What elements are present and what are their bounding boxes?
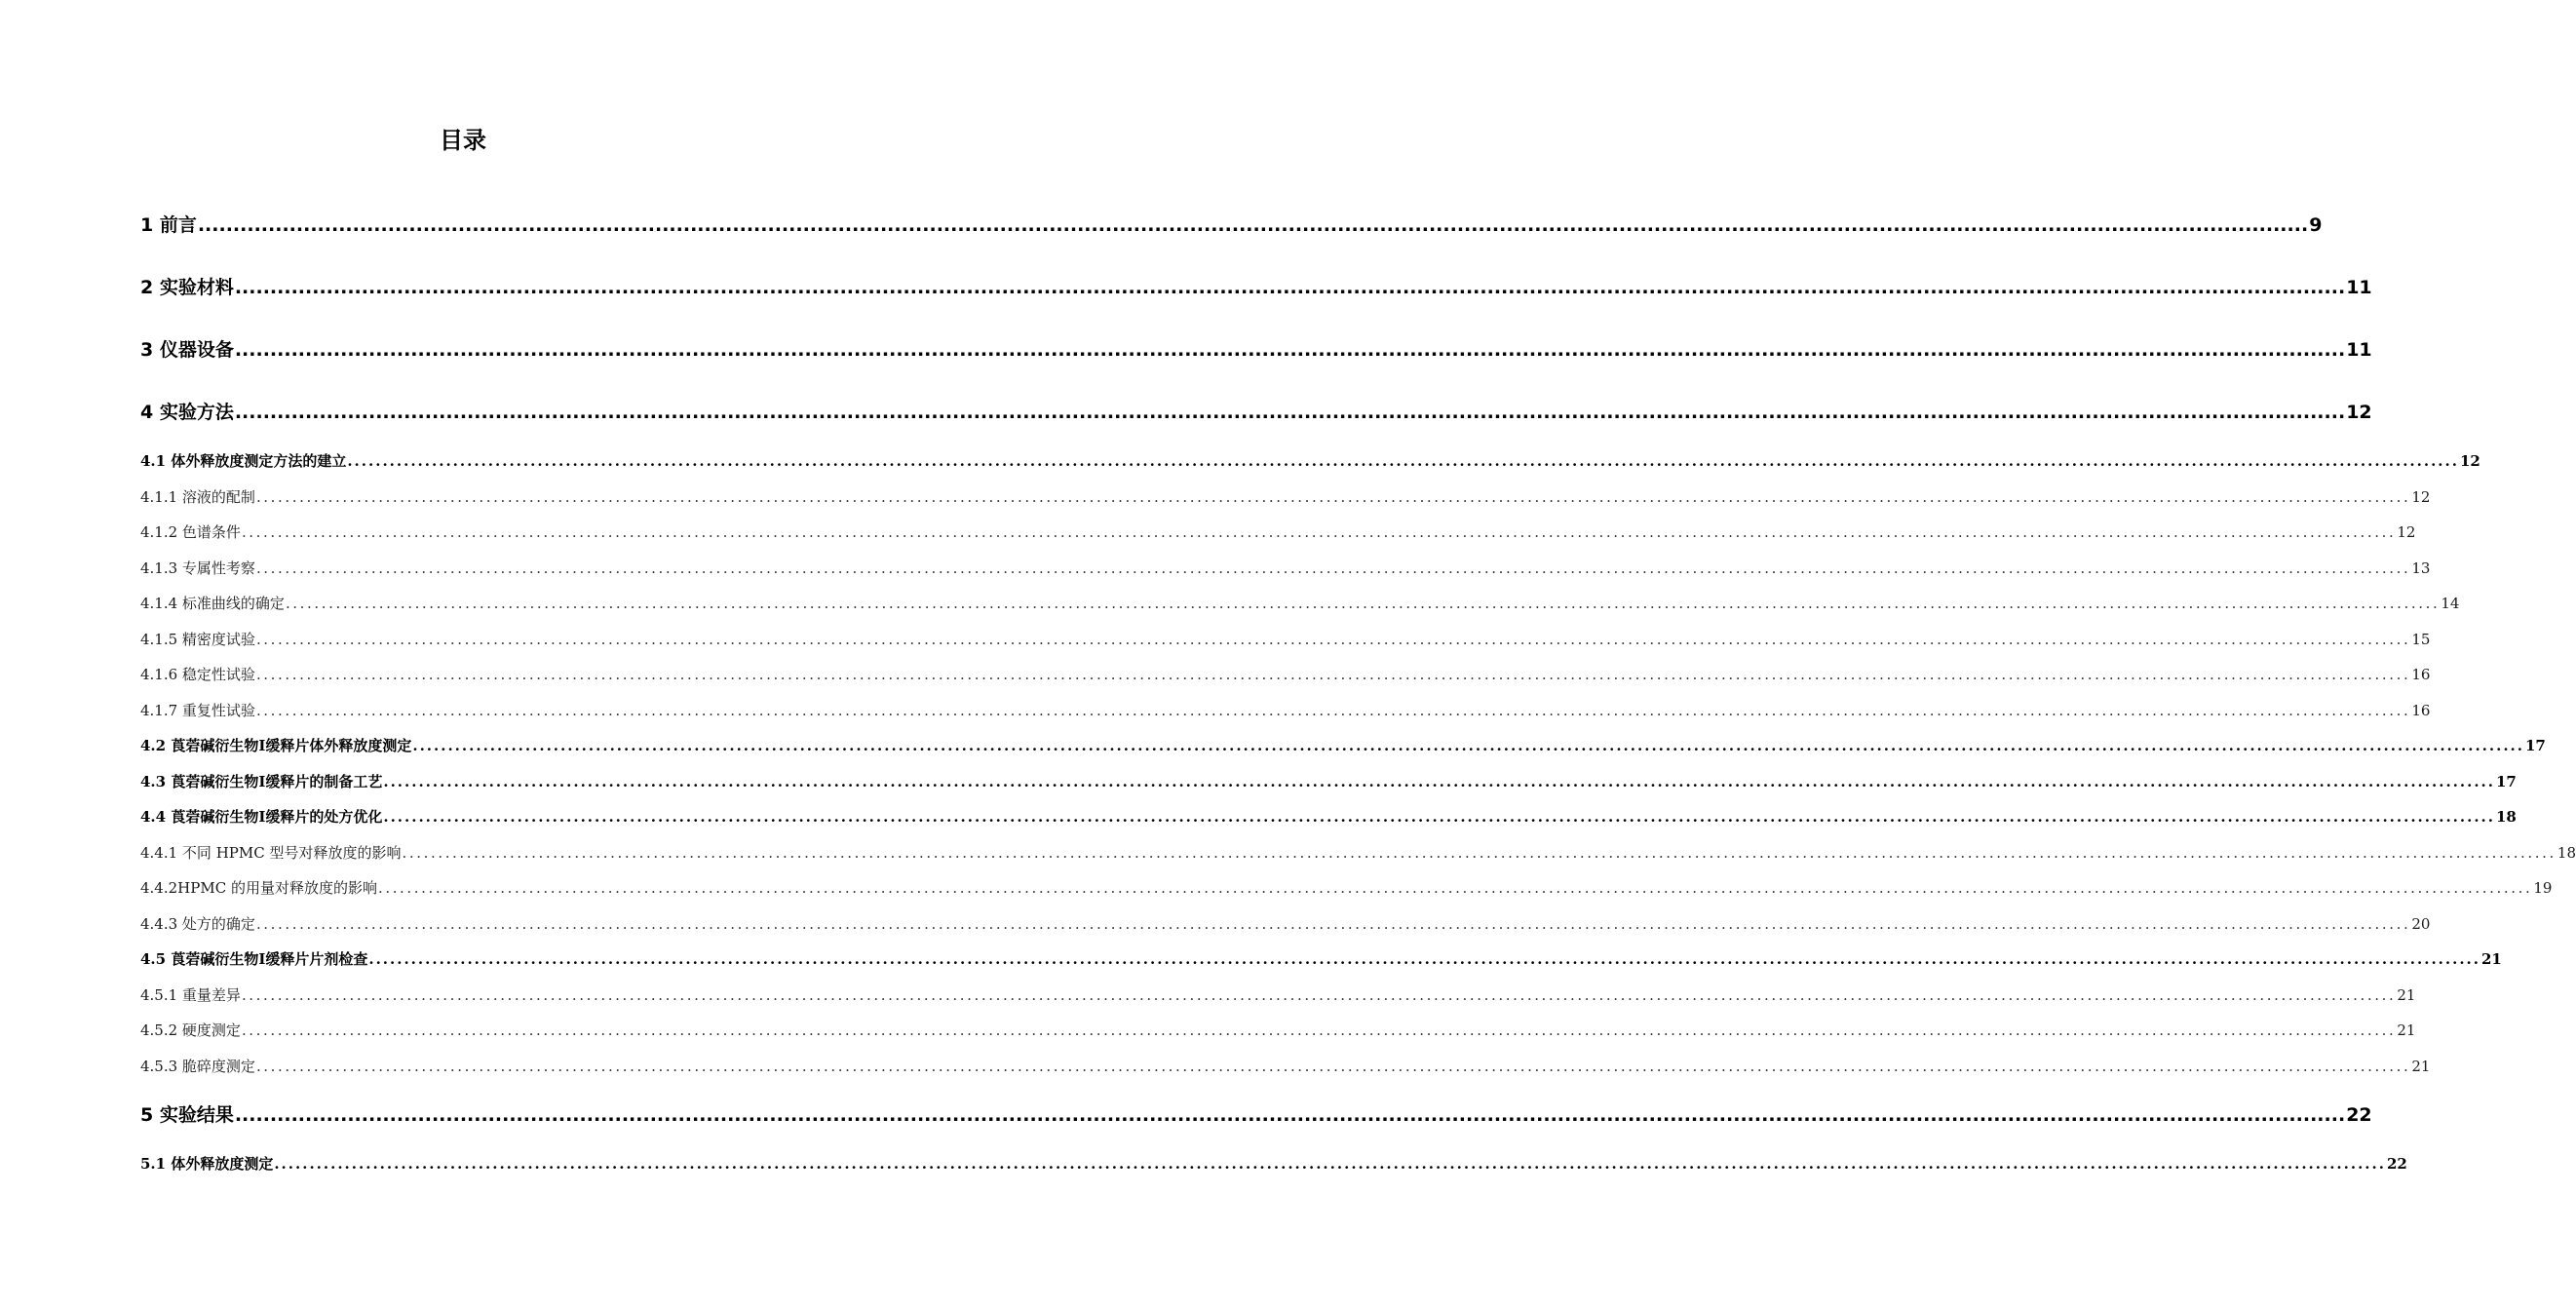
toc-entry-label: 4.4 莨菪碱衍生物Ⅰ缓释片的处方优化 <box>140 808 383 826</box>
toc-entry-page-number: 20 <box>2411 915 2431 933</box>
toc-entry[interactable] <box>140 1020 2416 1040</box>
toc-entry-page-number: 17 <box>2496 773 2517 790</box>
toc-dot-leader: ............................................................................................................................................................................................................................................................................................................ <box>255 915 2411 933</box>
toc-entry-page-number: 18 <box>2557 844 2576 862</box>
toc-entry-label: 4.4.2HPMC 的用量对释放度的影响 <box>140 879 377 897</box>
toc-entry-label: 5.1 体外释放度测定 <box>140 1155 274 1173</box>
toc-entry-label: 2 实验材料 <box>140 277 234 298</box>
toc-entry-label: 4.5 莨菪碱衍生物Ⅰ缓释片片剂检查 <box>140 950 368 968</box>
toc-entry-label: 4.1.5 精密度试验 <box>140 631 255 648</box>
toc-entry[interactable] <box>140 913 2431 934</box>
toc-entry-page-number: 15 <box>2411 631 2431 648</box>
toc-dot-leader: ............................................................................................................................................................................................................................................................................................................ <box>383 808 2495 826</box>
toc-entry-page-number: 21 <box>2411 1058 2431 1075</box>
toc-entry-page-number: 11 <box>2346 339 2372 361</box>
toc-title: 目录 <box>440 127 486 154</box>
toc-entry[interactable] <box>140 521 2416 542</box>
toc-entry[interactable] <box>140 273 2372 299</box>
toc-entry-page-number: 22 <box>2386 1155 2407 1173</box>
toc-dot-leader: ............................................................................................................................................................................................................................................................................................................ <box>234 277 2346 298</box>
toc-entry[interactable] <box>140 486 2431 507</box>
toc-entry[interactable] <box>140 771 2517 791</box>
toc-entry[interactable] <box>140 558 2431 578</box>
toc-entry-label: 3 仪器设备 <box>140 339 234 361</box>
toc-entry-page-number: 12 <box>2459 452 2480 470</box>
toc-dot-leader: ............................................................................................................................................................................................................................................................................................................ <box>255 702 2411 719</box>
toc-dot-leader: ............................................................................................................................................................................................................................................................................................................ <box>241 986 2397 1004</box>
toc-dot-leader: ............................................................................................................................................................................................................................................................................................................ <box>255 631 2411 648</box>
toc-entry[interactable] <box>140 984 2416 1005</box>
toc-dot-leader: ............................................................................................................................................................................................................................................................................................................ <box>255 559 2411 577</box>
toc-entry-label: 4.5.2 硬度测定 <box>140 1021 241 1039</box>
toc-entry-page-number: 12 <box>2397 523 2416 541</box>
toc-entry[interactable] <box>140 877 2553 898</box>
toc-entry-label: 4.1.3 专属性考察 <box>140 559 255 577</box>
toc-entry-page-number: 22 <box>2346 1104 2372 1126</box>
toc-entry-label: 4.1.1 溶液的配制 <box>140 488 255 506</box>
toc-entry-label: 4.1.4 标准曲线的确定 <box>140 595 285 612</box>
toc-entry-page-number: 18 <box>2496 808 2517 826</box>
toc-entry-label: 4.2 莨菪碱衍生物Ⅰ缓释片体外释放度测定 <box>140 737 412 754</box>
toc-entry-label: 5 实验结果 <box>140 1104 234 1126</box>
toc-dot-leader: ............................................................................................................................................................................................................................................................................................................ <box>274 1155 2386 1173</box>
toc-dot-leader: ............................................................................................................................................................................................................................................................................................................ <box>255 488 2411 506</box>
toc-entry[interactable] <box>140 211 2323 237</box>
toc-entry-label: 4.5.3 脆碎度测定 <box>140 1058 255 1075</box>
toc-entry-page-number: 12 <box>2346 402 2372 423</box>
toc-entry-label: 4 实验方法 <box>140 402 234 423</box>
toc-entry-label: 4.4.3 处方的确定 <box>140 915 255 933</box>
toc-entry[interactable] <box>140 335 2372 362</box>
toc-entry-page-number: 21 <box>2481 950 2502 968</box>
toc-dot-leader: ............................................................................................................................................................................................................................................................................................................ <box>412 737 2524 754</box>
toc-entry[interactable] <box>140 629 2431 649</box>
toc-dot-leader: ............................................................................................................................................................................................................................................................................................................ <box>197 214 2309 236</box>
toc-dot-leader: ............................................................................................................................................................................................................................................................................................................ <box>234 1104 2346 1126</box>
toc-entry-label: 4.4.1 不同 HPMC 型号对释放度的影响 <box>140 844 402 862</box>
toc-entry[interactable] <box>140 1153 2407 1174</box>
toc-dot-leader: ............................................................................................................................................................................................................................................................................................................ <box>234 339 2346 361</box>
toc-entry-label: 4.1 体外释放度测定方法的建立 <box>140 452 347 470</box>
toc-entry-label: 4.1.7 重复性试验 <box>140 702 255 719</box>
toc-dot-leader: ............................................................................................................................................................................................................................................................................................................ <box>285 595 2441 612</box>
toc-dot-leader: ............................................................................................................................................................................................................................................................................................................ <box>402 844 2557 862</box>
toc-dot-leader: ............................................................................................................................................................................................................................................................................................................ <box>255 666 2411 683</box>
toc-dot-leader: ............................................................................................................................................................................................................................................................................................................ <box>255 1058 2411 1075</box>
toc-dot-leader: ............................................................................................................................................................................................................................................................................................................ <box>234 402 2346 423</box>
toc-entry[interactable] <box>140 700 2431 720</box>
toc-entry-page-number: 16 <box>2411 666 2431 683</box>
toc-entry-label: 4.1.6 稳定性试验 <box>140 666 255 683</box>
toc-entry[interactable] <box>140 398 2372 424</box>
toc-entry-page-number: 13 <box>2411 559 2431 577</box>
toc-dot-leader: ............................................................................................................................................................................................................................................................................................................ <box>347 452 2459 470</box>
toc-entry-label: 4.3 莨菪碱衍生物Ⅰ缓释片的制备工艺 <box>140 773 383 790</box>
toc-entry[interactable] <box>140 593 2460 613</box>
toc-entry-page-number: 12 <box>2411 488 2431 506</box>
toc-dot-leader: ............................................................................................................................................................................................................................................................................................................ <box>241 523 2397 541</box>
toc-entry[interactable] <box>140 1100 2372 1127</box>
toc-dot-leader: ............................................................................................................................................................................................................................................................................................................ <box>383 773 2495 790</box>
toc-entry[interactable] <box>140 842 2576 863</box>
toc-entry-label: 1 前言 <box>140 214 197 236</box>
toc-entry-page-number: 9 <box>2309 214 2323 236</box>
toc-dot-leader: ............................................................................................................................................................................................................................................................................................................ <box>241 1021 2397 1039</box>
toc-entry-page-number: 21 <box>2397 986 2416 1004</box>
toc-entry-page-number: 17 <box>2525 737 2546 754</box>
toc-entry[interactable] <box>140 948 2502 969</box>
toc-entry-page-number: 11 <box>2346 277 2372 298</box>
toc-entry[interactable] <box>140 1056 2431 1076</box>
toc-entry[interactable] <box>140 664 2431 684</box>
toc-entry[interactable] <box>140 735 2546 755</box>
toc-entry[interactable] <box>140 806 2517 827</box>
toc-dot-leader: ............................................................................................................................................................................................................................................................................................................ <box>377 879 2533 897</box>
toc-entry-page-number: 14 <box>2441 595 2460 612</box>
toc-entry-page-number: 19 <box>2533 879 2553 897</box>
toc-entry-page-number: 21 <box>2397 1021 2416 1039</box>
toc-entry-label: 4.5.1 重量差异 <box>140 986 241 1004</box>
toc-entry[interactable] <box>140 450 2480 471</box>
toc-entry-page-number: 16 <box>2411 702 2431 719</box>
toc-entry-label: 4.1.2 色谱条件 <box>140 523 241 541</box>
toc-dot-leader: ............................................................................................................................................................................................................................................................................................................ <box>368 950 2480 968</box>
